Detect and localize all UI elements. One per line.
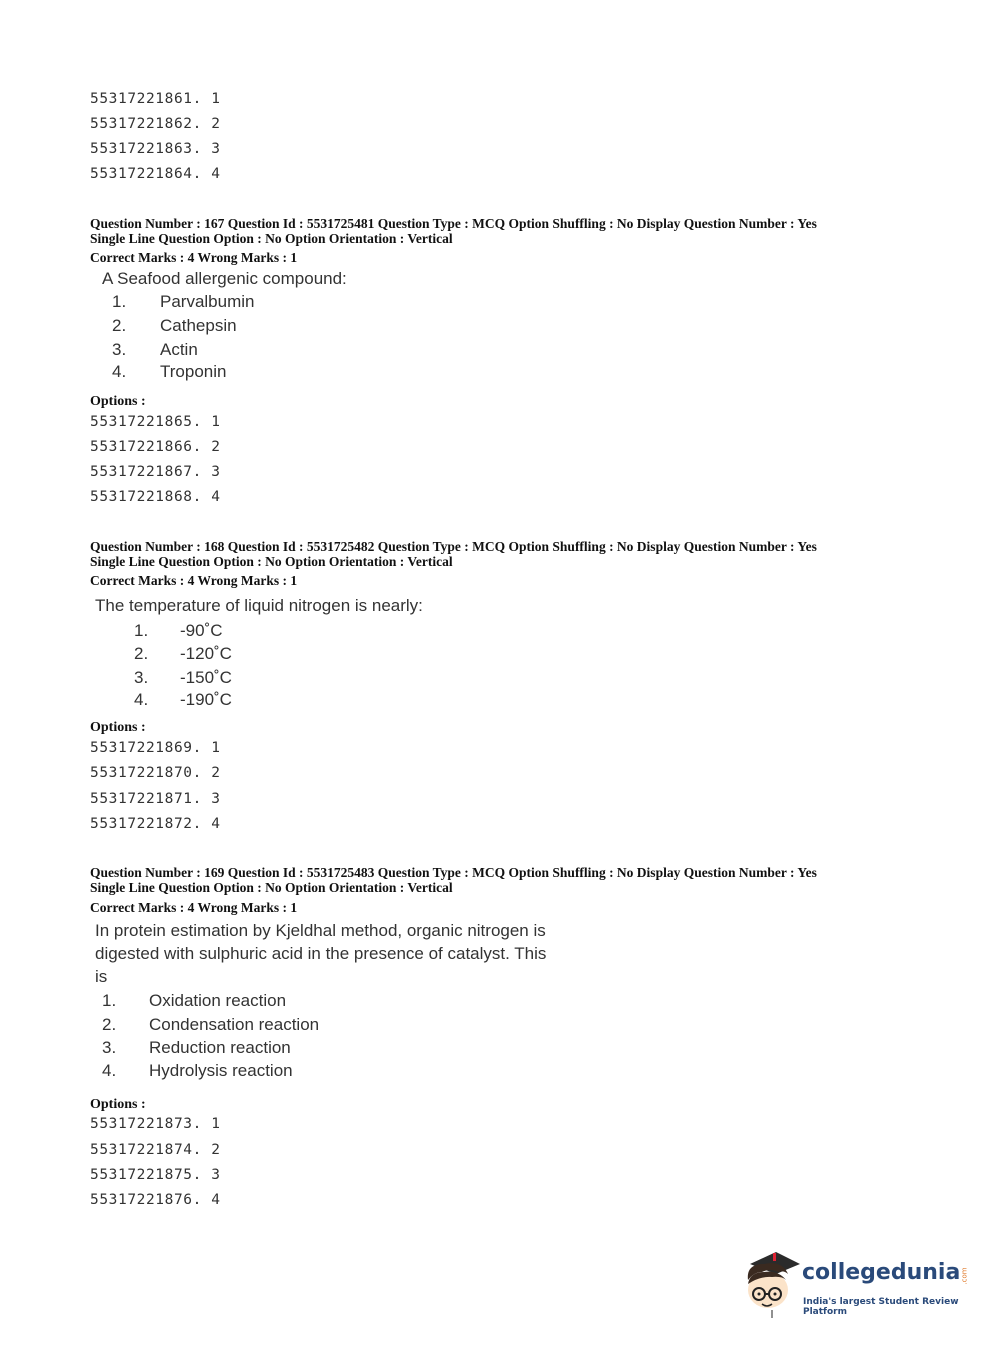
mascot-icon: [742, 1250, 802, 1320]
question-marks: Correct Marks : 4 Wrong Marks : 1: [90, 573, 298, 588]
logo-tagline: India's largest Student Review Platform: [803, 1297, 959, 1317]
option-code: 55317221862. 2: [90, 116, 221, 132]
choice-number: 1.: [102, 991, 117, 1010]
logo-wordmark: collegedunia: [802, 1260, 961, 1285]
choice-text: Condensation reaction: [149, 1015, 320, 1034]
choice-number: 3.: [112, 340, 127, 359]
question-text: A Seafood allergenic compound:: [102, 269, 347, 288]
choice-text: Oxidation reaction: [149, 991, 287, 1010]
option-code: 55317221872. 4: [90, 816, 221, 832]
choice-number: 2.: [134, 644, 149, 663]
option-code: 55317221863. 3: [90, 141, 221, 157]
option-code: 55317221876. 4: [90, 1192, 221, 1208]
choice-number: 3.: [134, 668, 149, 687]
question-meta-line-1: Question Number : 168 Question Id : 5531725482 Question Type : MCQ Option Shuffling : No Display Question Number : Yes: [90, 539, 817, 554]
choice-text: -190˚C: [180, 690, 232, 709]
option-code: 55317221873. 1: [90, 1116, 221, 1132]
option-code: 55317221871. 3: [90, 791, 221, 807]
choice-number: 2.: [112, 316, 127, 335]
choice-text: Cathepsin: [160, 316, 237, 335]
choice-number: 4.: [112, 362, 127, 381]
question-text-line: is: [95, 967, 108, 986]
logo-suffix: .com: [960, 1267, 969, 1285]
option-code: 55317221869. 1: [90, 740, 221, 756]
collegedunia-logo: [742, 1250, 972, 1320]
choice-text: Troponin: [160, 362, 227, 381]
option-code: 55317221864. 4: [90, 166, 221, 182]
choice-number: 2.: [102, 1015, 117, 1034]
option-code: 55317221868. 4: [90, 489, 221, 505]
choice-number: 1.: [134, 621, 149, 640]
option-code: 55317221874. 2: [90, 1142, 221, 1158]
option-code: 55317221867. 3: [90, 464, 221, 480]
choice-number: 1.: [112, 292, 127, 311]
choice-text: -150˚C: [180, 668, 232, 687]
option-code: 55317221870. 2: [90, 765, 221, 781]
choice-text: Actin: [160, 340, 198, 359]
choice-text: Reduction reaction: [149, 1038, 291, 1057]
question-meta-line-2: Single Line Question Option : No Option Orientation : Vertical: [90, 554, 453, 569]
choice-number: 4.: [102, 1061, 117, 1080]
option-code: 55317221861. 1: [90, 91, 221, 107]
options-label: Options :: [90, 1097, 146, 1112]
question-text: The temperature of liquid nitrogen is nearly:: [95, 596, 423, 615]
question-meta-line-1: Question Number : 169 Question Id : 5531725483 Question Type : MCQ Option Shuffling : No Display Question Number : Yes: [90, 865, 817, 880]
question-marks: Correct Marks : 4 Wrong Marks : 1: [90, 250, 298, 265]
option-code: 55317221866. 2: [90, 439, 221, 455]
choice-text: Hydrolysis reaction: [149, 1061, 293, 1080]
choice-text: -90˚C: [180, 621, 223, 640]
question-text-line: digested with sulphuric acid in the presence of catalyst. This: [95, 944, 547, 963]
options-label: Options :: [90, 394, 146, 409]
option-code: 55317221865. 1: [90, 414, 221, 430]
question-marks: Correct Marks : 4 Wrong Marks : 1: [90, 900, 298, 915]
question-text-line: In protein estimation by Kjeldhal method, organic nitrogen is: [95, 921, 546, 940]
choice-text: Parvalbumin: [160, 292, 255, 311]
options-label: Options :: [90, 720, 146, 735]
choice-number: 4.: [134, 690, 149, 709]
question-meta-line-1: Question Number : 167 Question Id : 5531725481 Question Type : MCQ Option Shuffling : No Display Question Number : Yes: [90, 216, 817, 231]
option-code: 55317221875. 3: [90, 1167, 221, 1183]
question-meta-line-2: Single Line Question Option : No Option Orientation : Vertical: [90, 880, 453, 895]
question-meta-line-2: Single Line Question Option : No Option Orientation : Vertical: [90, 231, 453, 246]
choice-text: -120˚C: [180, 644, 232, 663]
choice-number: 3.: [102, 1038, 117, 1057]
